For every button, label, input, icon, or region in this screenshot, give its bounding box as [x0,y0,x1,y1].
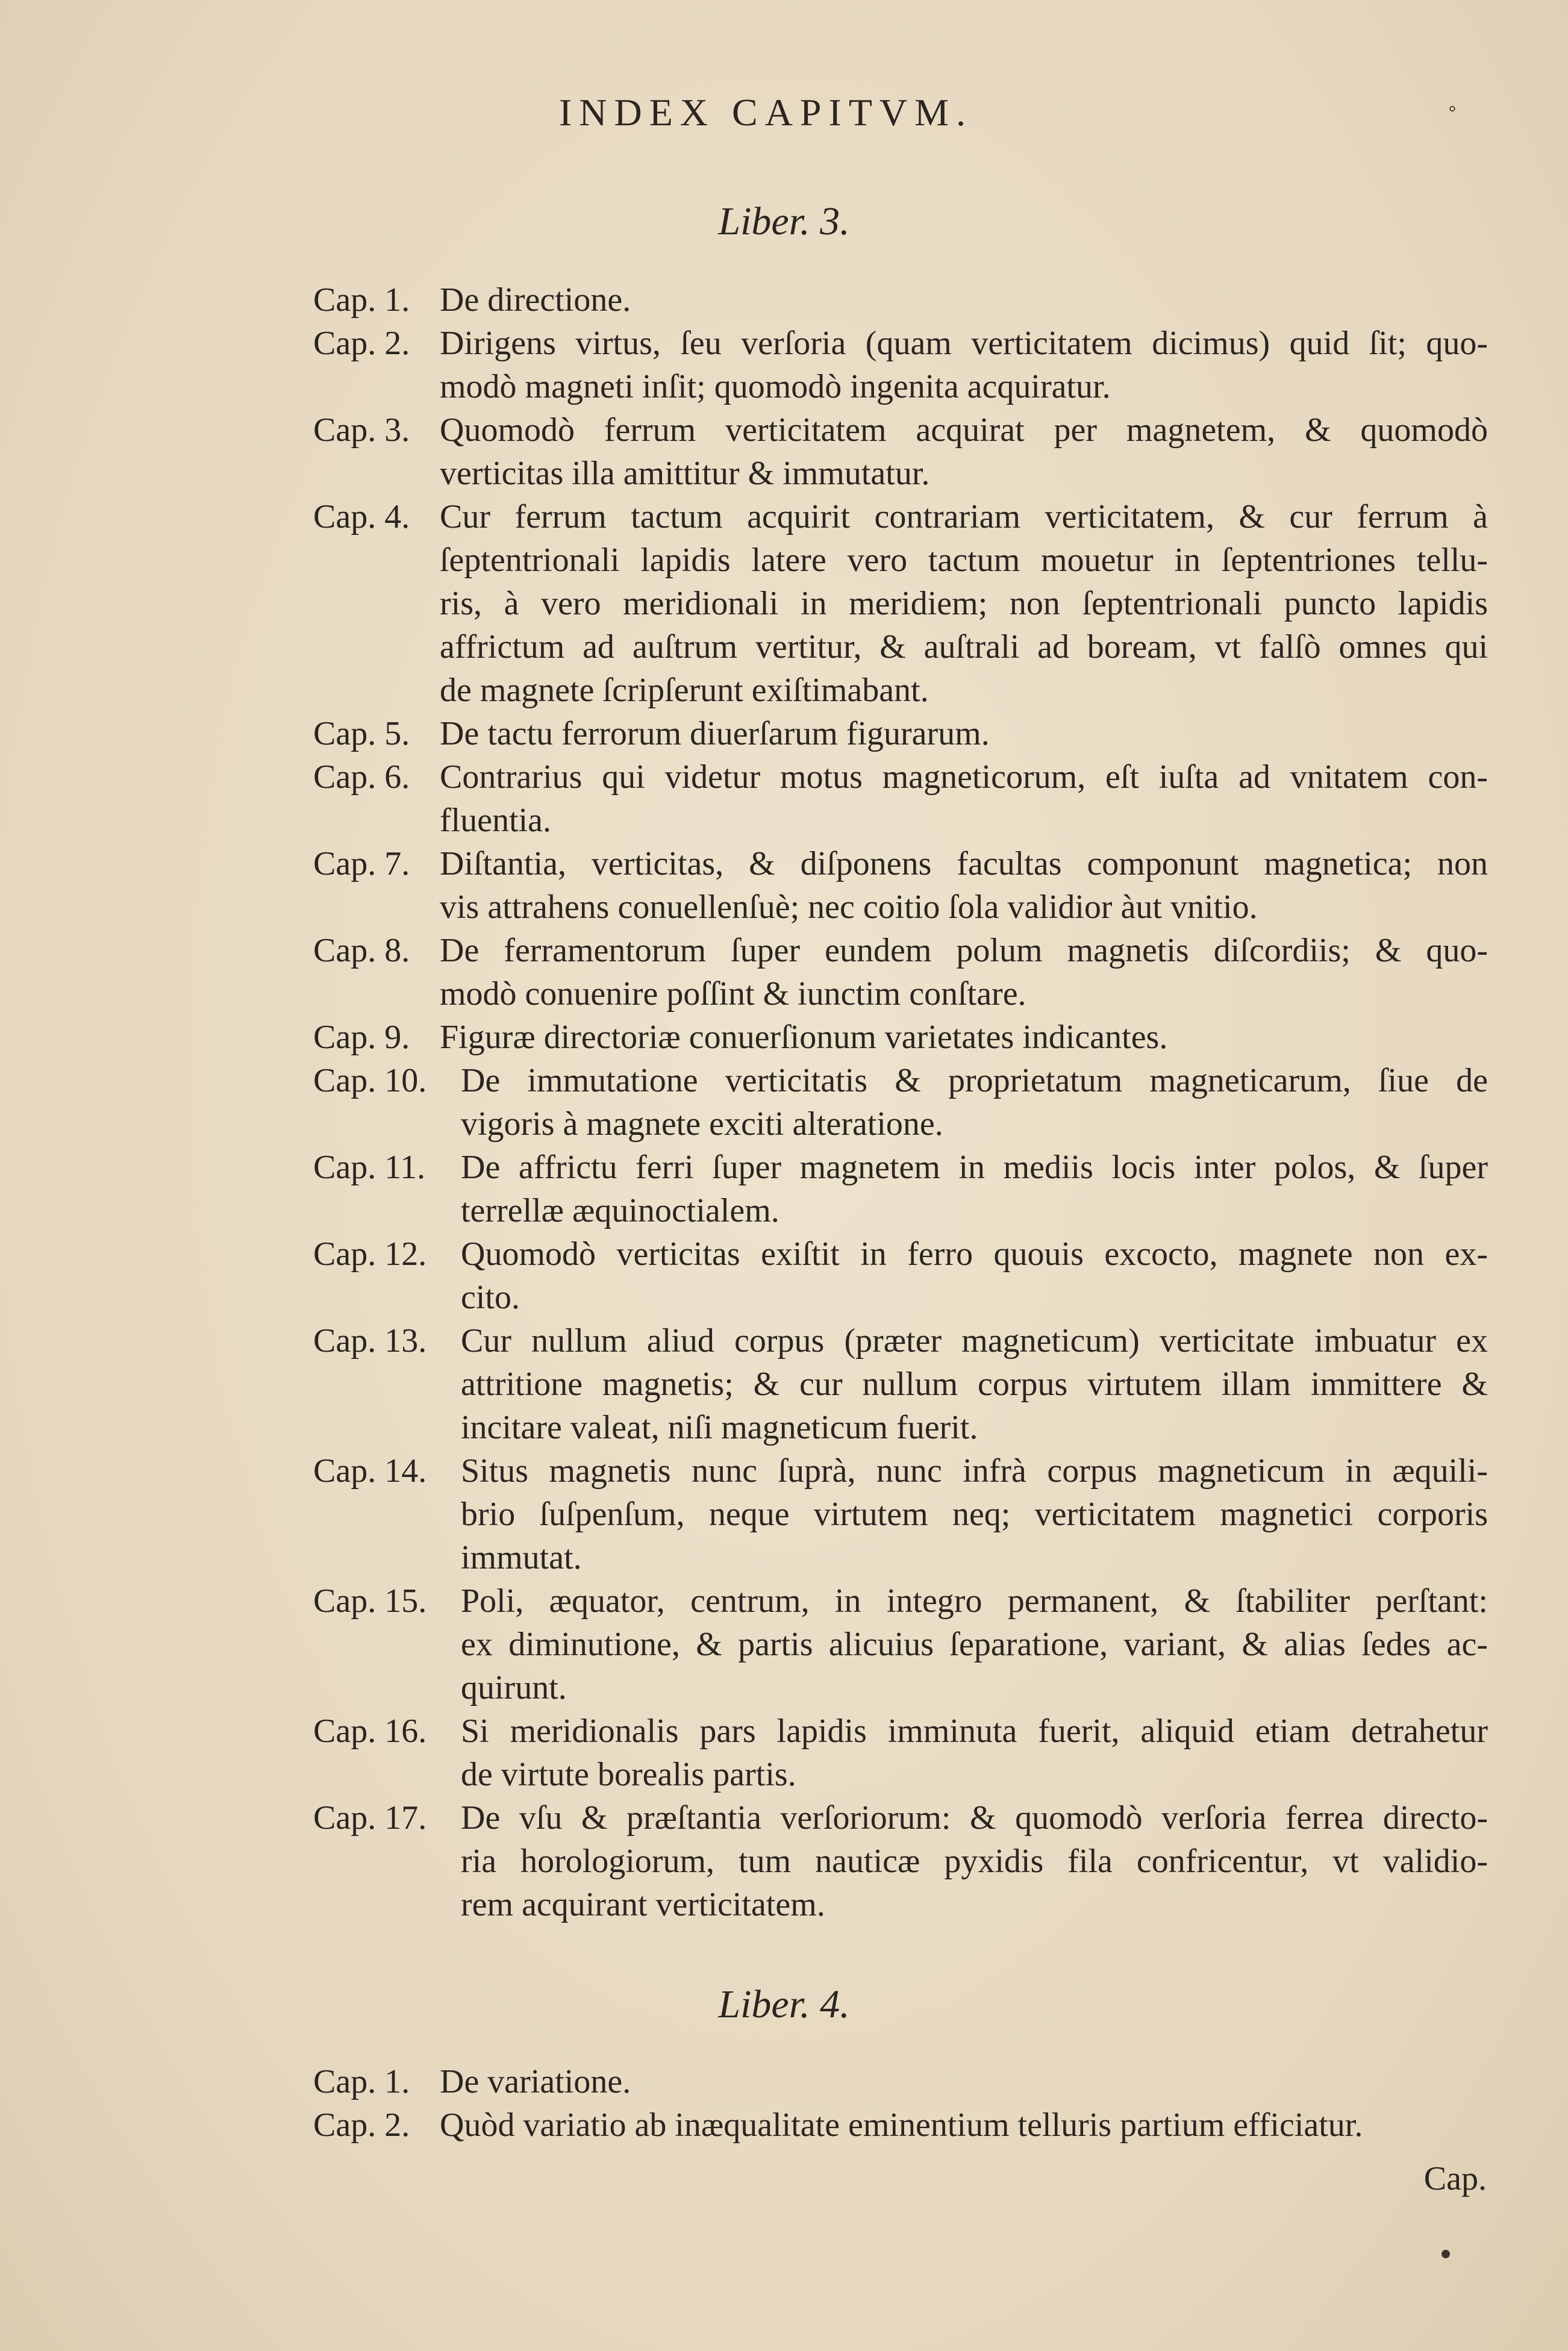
chapter-title-line: de magnete ſcripſerunt exiſtimabant. [440,672,929,709]
chapter-entry [313,495,1488,712]
chapter-title-line: Contrarius qui videtur motus magneticorum, eſt iuſta ad vnitatem con- [440,758,1488,796]
chapter-number: Cap. 17. [313,1799,427,1837]
chapter-title-line: Diſtantia, verticitas, & diſponens facultas componunt magnetica; non [440,845,1488,882]
chapter-title-line: ex diminutione, & partis alicuius ſeparatione, variant, & alias ſedes ac- [461,1626,1488,1663]
book-4-heading: Liber. 4. [718,1982,850,2026]
chapter-title-line: Quomodò ferrum verticitatem acquirat per magnetem, & quomodò [440,411,1488,449]
chapter-number: Cap. 6. [313,758,410,796]
catchword: Cap. [1423,2160,1487,2197]
chapter-entry [313,755,1488,842]
chapter-title-line: De ferramentorum ſuper eundem polum magnetis diſcordiis; & quo- [440,932,1488,969]
chapter-number: Cap. 1. [313,281,410,319]
chapter-title-line: Figuræ directoriæ conuerſionum varietates indicantes. [440,1019,1168,1056]
chapter-title-line: brio ſuſpenſum, neque virtutem neq; verticitatem magnetici corporis [461,1496,1488,1533]
chapter-number: Cap. 11. [313,1149,426,1186]
chapter-number: Cap. 16. [313,1713,427,1750]
chapter-title-line: incitare valeat, niſi magneticum fuerit. [461,1409,978,1446]
chapter-number: Cap. 4. [313,498,410,535]
chapter-title-line: ſeptentrionali lapidis latere vero tactum mouetur in ſeptentriones tellu- [440,542,1488,579]
running-header [0,90,1568,135]
chapter-entry [313,929,1488,1016]
chapter-entry [313,1232,1488,1319]
chapter-title-line: De affrictu ferri ſuper magnetem in mediis locis inter polos, & ſuper [461,1149,1488,1186]
chapter-entry [313,1579,1488,1709]
chapter-title-line: De directione. [440,281,631,319]
chapter-title-line: verticitas illa amittitur & immutatur. [440,455,930,492]
chapter-number: Cap. 2. [313,2106,410,2144]
book-3-chapter-list [313,278,1488,1926]
chapter-entry [313,1016,1488,1059]
chapter-title-line: fluentia. [440,802,552,839]
chapter-title-line: affrictum ad auſtrum vertitur, & auſtrali ad boream, vt falſò omnes qui [440,628,1488,666]
chapter-title-line: de virtute borealis partis. [461,1756,796,1793]
ink-dot [1441,2250,1450,2258]
book-4-chapter-list [313,2060,1488,2147]
chapter-number: Cap. 1. [313,2063,410,2100]
chapter-title-line: Situs magnetis nunc ſuprà, nunc infrà corpus magneticum in æquili- [461,1452,1488,1490]
chapter-entry [313,408,1488,495]
chapter-title-line: De vſu & præſtantia verſoriorum: & quomodò verſoria ferrea directo- [461,1799,1488,1837]
book-3-heading: Liber. 3. [718,199,850,243]
chapter-title-line: Cur ferrum tactum acquirit contrariam verticitatem, & cur ferrum à [440,498,1488,535]
chapter-number: Cap. 15. [313,1582,427,1620]
chapter-number: Cap. 5. [313,715,410,752]
chapter-number: Cap. 10. [313,1062,427,1099]
chapter-entry [313,2103,1488,2147]
header-title: INDEX CAPITVM. [558,91,973,134]
chapter-title-line: Si meridionalis pars lapidis imminuta fuerit, aliquid etiam detrahetur [461,1713,1488,1750]
chapter-title-line: De variatione. [440,2063,631,2100]
chapter-title-line: De immutatione verticitatis & proprietatum magneticarum, ſiue de [461,1062,1488,1099]
chapter-title-line: quirunt. [461,1669,567,1706]
chapter-entry [313,1146,1488,1232]
chapter-title-line: De tactu ferrorum diuerſarum figurarum. [440,715,990,752]
chapter-entry [313,322,1488,408]
chapter-title-line: modò magneti inſit; quomodò ingenita acquiratur. [440,368,1111,405]
chapter-entry [313,1796,1488,1926]
chapter-entry [313,278,1488,322]
chapter-title-line: Poli, æquator, centrum, in integro permanent, & ſtabiliter perſtant: [461,1582,1488,1620]
chapter-title-line: vis attrahens conuellenſuè; nec coitio ſola validior àut vnitio. [440,888,1258,926]
chapter-title-line: Cur nullum aliud corpus (præter magneticum) verticitate imbuatur ex [461,1322,1488,1360]
chapter-entry [313,842,1488,929]
chapter-title-line: Dirigens virtus, ſeu verſoria (quam verticitatem dicimus) quid ſit; quo- [440,325,1488,362]
chapter-number: Cap. 2. [313,325,410,362]
chapter-title-line: ria horologiorum, tum nauticæ pyxidis fila confricentur, vt validio- [461,1843,1488,1880]
chapter-title-line: cito. [461,1279,520,1316]
chapter-title-line: ris, à vero meridionali in meridiem; non ſeptentrionali puncto lapidis [440,585,1488,622]
chapter-number: Cap. 8. [313,932,410,969]
chapter-number: Cap. 7. [313,845,410,882]
chapter-title-line: modò conuenire poſſint & iunctim conſtare. [440,975,1026,1013]
chapter-title-line: immutat. [461,1539,582,1576]
chapter-entry [313,2060,1488,2103]
chapter-title-line: Quomodò verticitas exiſtit in ferro quouis excocto, magnete non ex- [461,1235,1488,1273]
chapter-entry [313,1319,1488,1449]
page-mark: ° [1449,102,1456,122]
chapter-number: Cap. 3. [313,411,410,449]
chapter-title-line: Quòd variatio ab inæqualitate eminentium telluris partium efficiatur. [440,2106,1363,2144]
chapter-number: Cap. 12. [313,1235,427,1273]
chapter-number: Cap. 14. [313,1452,427,1490]
chapter-entry [313,1449,1488,1579]
chapter-title-line: vigoris à magnete exciti alteratione. [461,1105,943,1143]
chapter-title-line: terrellæ æquinoctialem. [461,1192,779,1229]
chapter-title-line: attritione magnetis; & cur nullum corpus virtutem illam immittere & [461,1366,1488,1403]
chapter-entry [313,1059,1488,1146]
chapter-entry [313,712,1488,755]
chapter-number: Cap. 13. [313,1322,427,1360]
chapter-number: Cap. 9. [313,1019,410,1056]
chapter-entry [313,1709,1488,1796]
chapter-title-line: rem acquirant verticitatem. [461,1886,825,1923]
